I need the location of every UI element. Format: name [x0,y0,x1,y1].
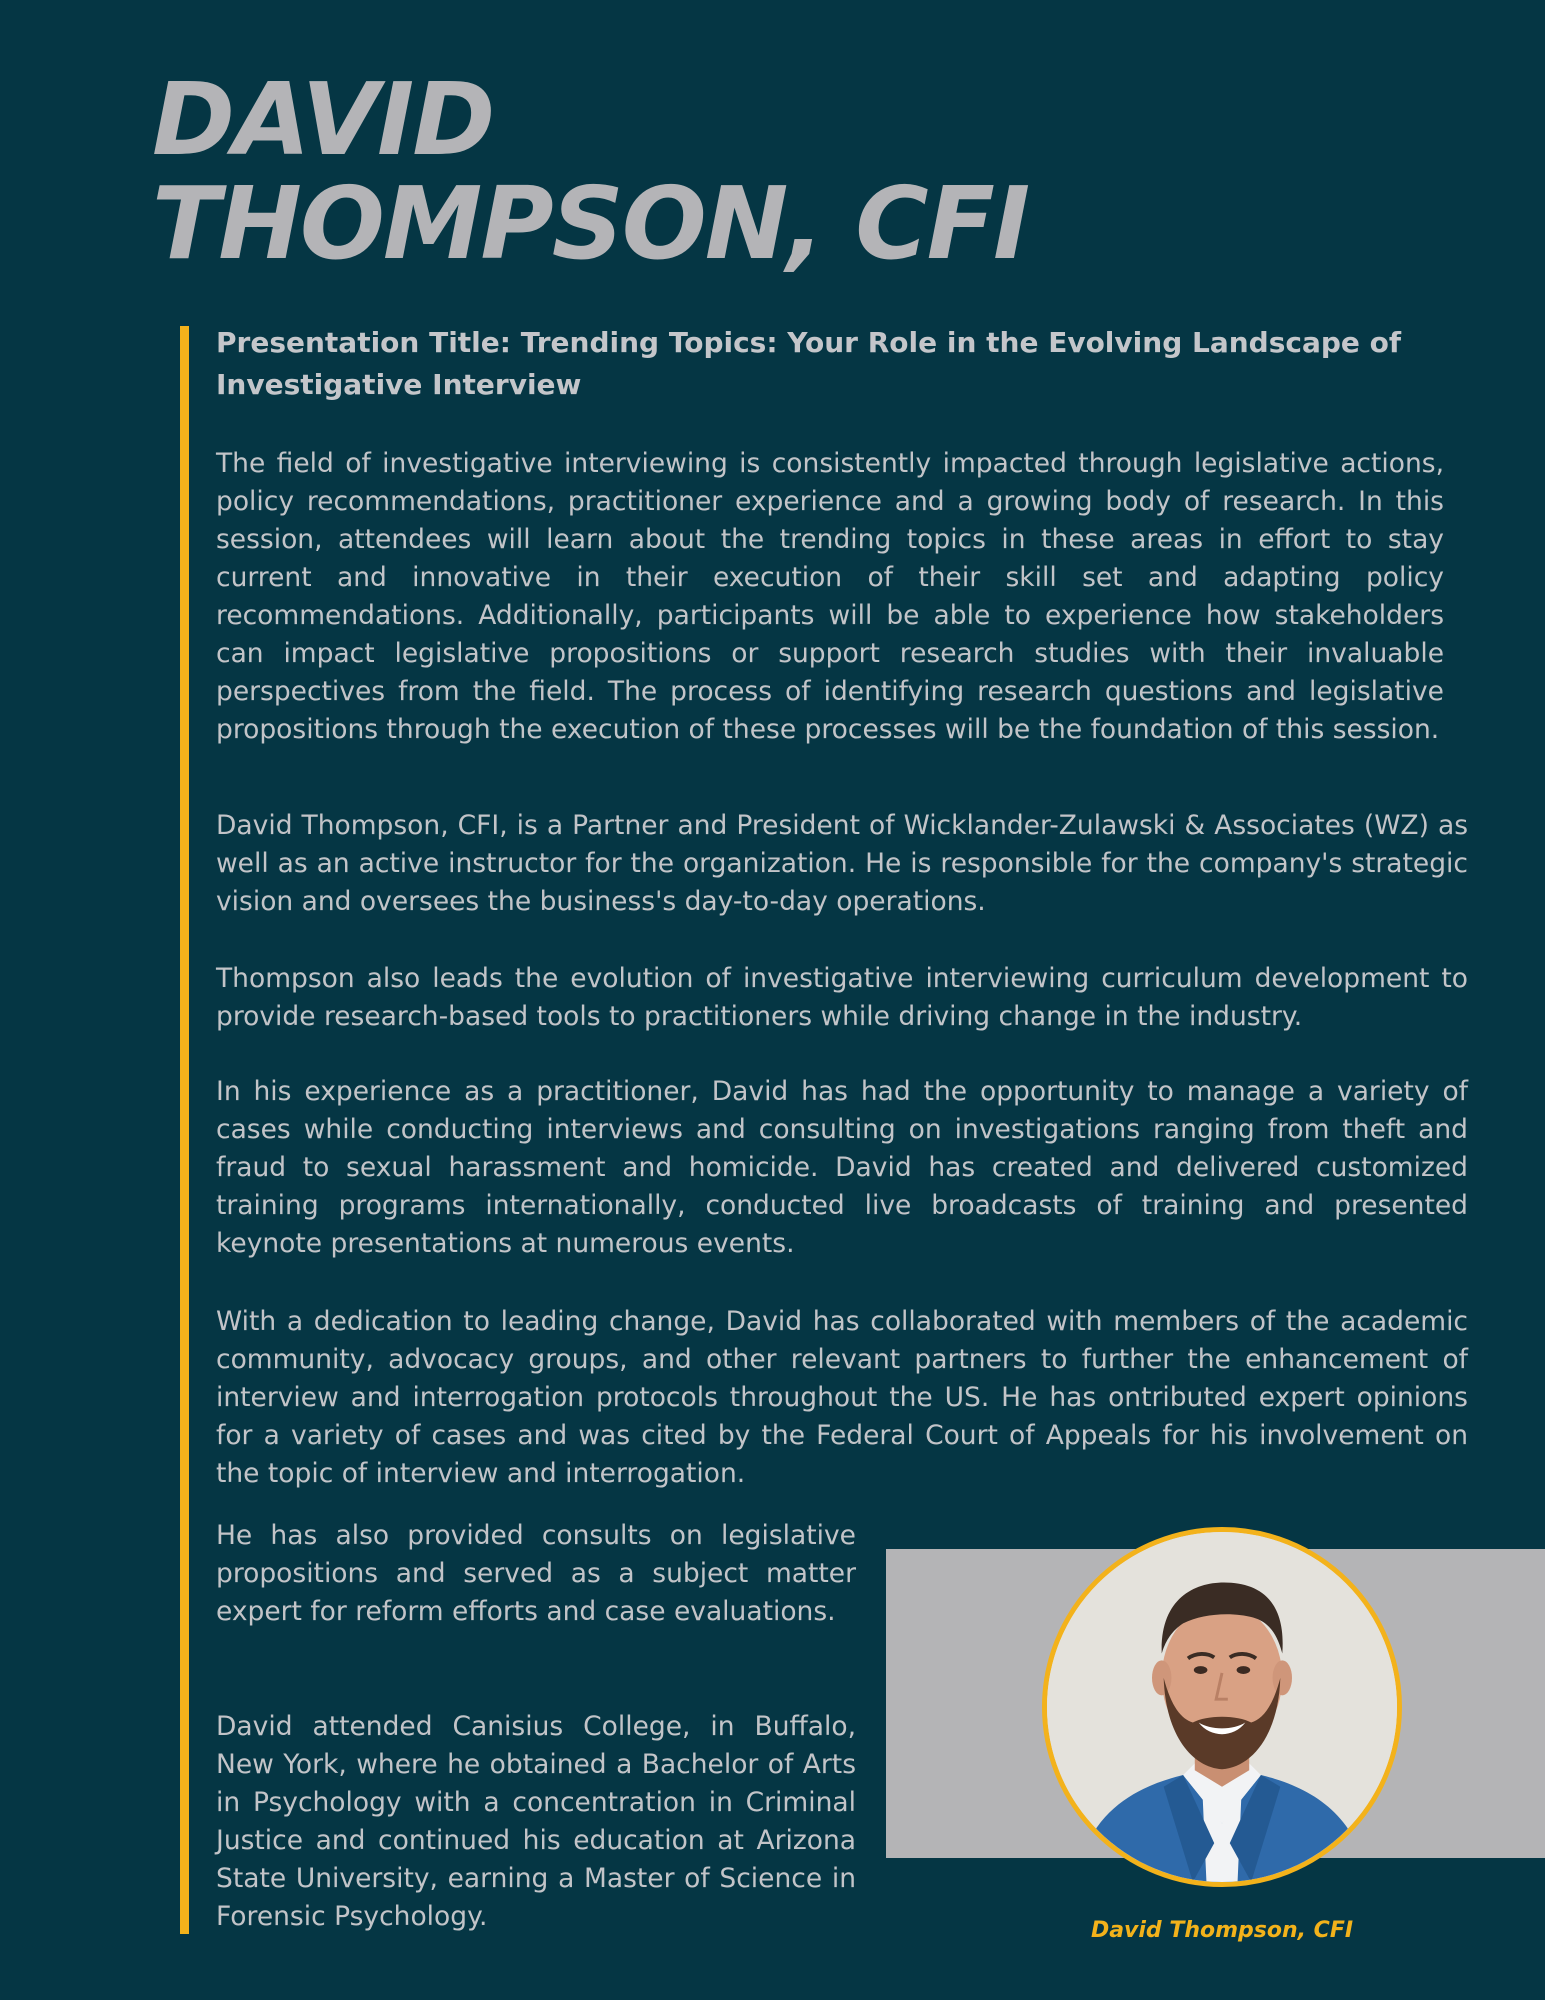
speaker-first-name: DAVID [152,61,494,178]
bio-experience-paragraph: In his experience as a practitioner, David has had the opportunity to manage a variety of cases while conducting interviews and consulting on investigations ranging from theft and fraud to sexual harassment and homicide. David has created and delivered customized training programs internationally, conducted live broadcasts of training and presented keynote presentations at numerous events. [216,1076,1468,1259]
accent-bar [180,326,189,1934]
speaker-name-heading [152,61,1029,282]
bio-consults-paragraph: He has also provided consults on legislative propositions and served as a subject matter expert for reform efforts and case evaluations. [216,1520,856,1627]
speaker-portrait [1042,1527,1402,1887]
speaker-last-name: THOMPSON, CFI [152,165,1029,282]
photo-caption: David Thompson, CFI [1090,1918,1354,1943]
session-description: The field of investigative interviewing is consistently impacted through legislative actions, policy recommendations, practitioner experience and a growing body of research. In this session, attendees will learn about the trending topics in these areas in effort to stay current and innovative in their execution of their skill set and adapting policy recommendations. Additionally, participants will be able to experience how stakeholders can impact legislative propositions or support research studies with their invaluable perspectives from the field. The process of identifying research questions and legislative propositions through the execution of these processes will be the foundation of this session. [216,448,1444,745]
portrait-illustration [1047,1532,1397,1882]
bio-change-paragraph: With a dedication to leading change, David has collaborated with members of the academic community, advocacy groups, and other relevant partners to further the enhancement of interview and interrogation protocols throughout the US. He has ontributed expert opinions for a variety of cases and was cited by the Federal Court of Appeals for his involvement on the topic of interview and interrogation. [216,1306,1468,1489]
bio-curriculum-paragraph: Thompson also leads the evolution of investigative interviewing curriculum development to provide research-based tools to practitioners while driving change in the industry. [216,963,1468,1032]
bio-intro-paragraph: David Thompson, CFI, is a Partner and President of Wicklander-Zulawski & Associates (WZ) as well as an active instructor for the organization. He is responsible for the company's strategic vision and oversees the business's day-to-day operations. [216,810,1468,917]
presentation-title: Presentation Title: Trending Topics: Your Role in the Evolving Landscape of Investigative Interview [216,326,1402,401]
bio-education-paragraph: David attended Canisius College, in Buffalo, New York, where he obtained a Bachelor of Arts in Psychology with a concentration in Criminal Justice and continued his education at Arizona State University, earning a Master of Science in Forensic Psychology. [216,1711,856,1932]
